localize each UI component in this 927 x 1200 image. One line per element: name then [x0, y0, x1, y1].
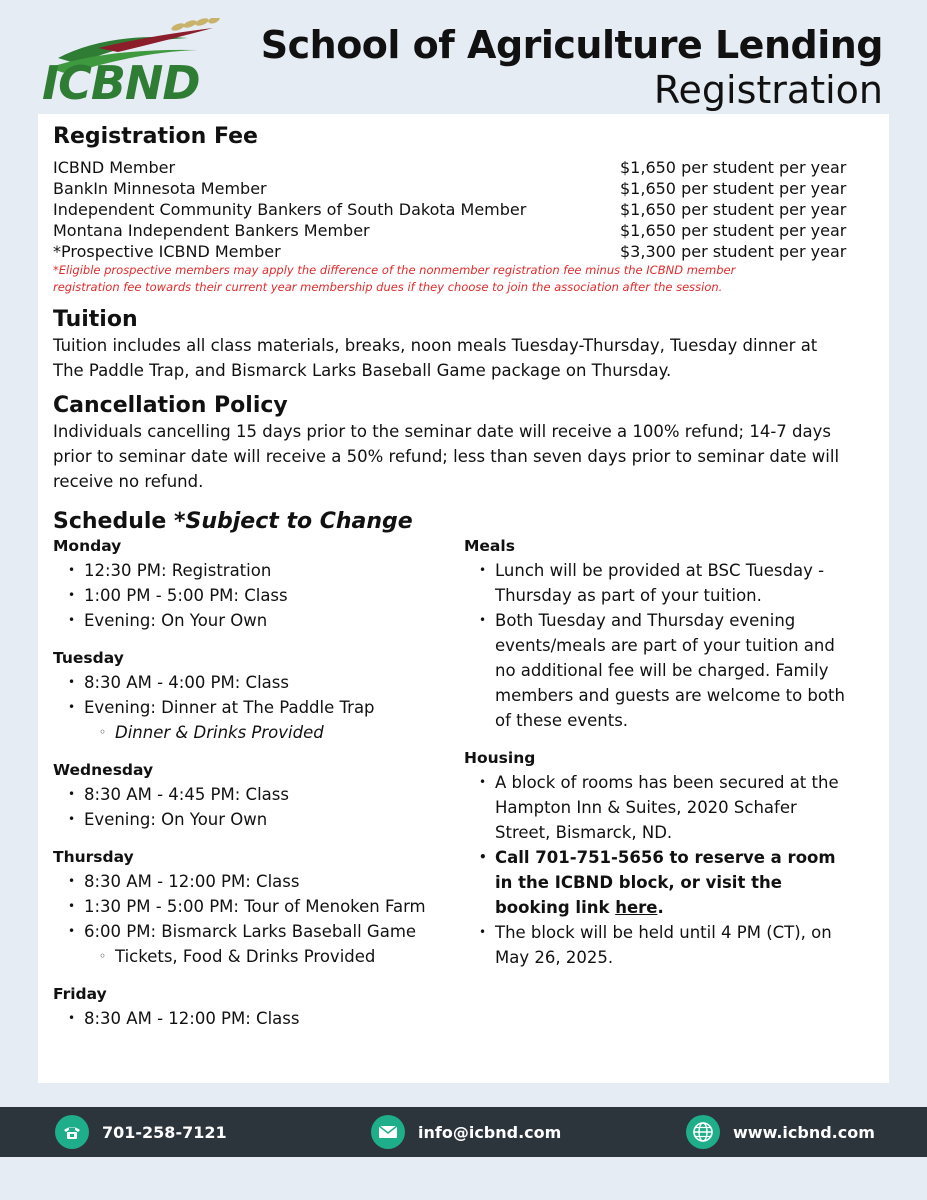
fee-member-type: Montana Independent Bankers Member	[53, 221, 370, 240]
fee-member-type: ICBND Member	[53, 158, 176, 177]
booking-call-text: Call 701-751-5656 to reserve a room in the ICBND block, or visit the booking link	[495, 848, 836, 917]
fee-price: $1,650 per student per year	[620, 179, 847, 198]
list-subitem: ◦ Tickets, Food & Drinks Provided	[53, 944, 426, 969]
list-item: • Evening: On Your Own	[53, 608, 288, 633]
fee-row	[53, 157, 883, 178]
tuesday-list	[53, 670, 375, 745]
page-subtitle: Registration	[653, 68, 883, 112]
note-line: registration fee towards their current year membership dues if they choose to join the association after the session.	[53, 280, 723, 294]
fee-member-type: BankIn Minnesota Member	[53, 179, 267, 198]
list-item: • 6:00 PM: Bismarck Larks Baseball Game	[53, 919, 426, 944]
day-label-monday: Monday	[53, 537, 122, 555]
note-line: *Eligible prospective members may apply the difference of the nonmember registration fee minus the ICBND member	[53, 263, 736, 277]
schedule-heading	[53, 509, 413, 535]
meals-label: Meals	[464, 537, 515, 555]
tuition-heading: Tuition	[53, 307, 138, 332]
footer-bar	[0, 1107, 927, 1157]
wednesday-list	[53, 782, 289, 832]
logo-wordmark: ICBND	[42, 56, 200, 110]
day-label-wednesday: Wednesday	[53, 761, 154, 779]
booking-period: .	[657, 898, 664, 917]
list-item: • Evening: On Your Own	[53, 807, 289, 832]
list-item: • Lunch will be provided at BSC Tuesday - Thursday as part of your tuition.	[464, 558, 854, 608]
page-title: School of Agriculture Lending	[260, 23, 883, 67]
list-item: • 12:30 PM: Registration	[53, 558, 288, 583]
footer-phone-text: 701-258-7121	[102, 1122, 227, 1142]
tuition-text: Tuition includes all class materials, breaks, noon meals Tuesday-Thursday, Tuesday dinner at The Paddle Trap, and Bismarck Larks Baseball Game package on Thursday.	[53, 336, 818, 380]
day-label-friday: Friday	[53, 985, 107, 1003]
fee-price: $1,650 per student per year	[620, 200, 847, 219]
fee-price: $3,300 per student per year	[620, 242, 847, 261]
fee-price: $1,650 per student per year	[620, 158, 847, 177]
globe-icon	[686, 1115, 720, 1149]
footer-phone[interactable]	[55, 1115, 227, 1149]
content-card	[38, 114, 889, 1083]
cancellation-heading: Cancellation Policy	[53, 393, 288, 418]
list-item: • Evening: Dinner at The Paddle Trap	[53, 695, 375, 720]
list-item: • Both Tuesday and Thursday evening events/meals are part of your tuition and no additional fee will be charged. Family members and guests are welcome to both of these events.	[464, 608, 854, 733]
day-label-thursday: Thursday	[53, 848, 134, 866]
list-item: • 8:30 AM - 12:00 PM: Class	[53, 1006, 299, 1031]
list-item	[464, 845, 854, 920]
meals-list	[464, 558, 854, 733]
list-item: • 8:30 AM - 12:00 PM: Class	[53, 869, 426, 894]
list-item: • 8:30 AM - 4:00 PM: Class	[53, 670, 375, 695]
envelope-icon	[371, 1115, 405, 1149]
fee-row	[53, 241, 883, 262]
thursday-list	[53, 869, 426, 969]
housing-label: Housing	[464, 749, 536, 767]
page-header	[261, 22, 883, 112]
list-item: • 1:00 PM - 5:00 PM: Class	[53, 583, 288, 608]
fee-row	[53, 199, 883, 220]
schedule-heading-note: *Subject to Change	[174, 509, 413, 534]
fee-row	[53, 220, 883, 241]
monday-list	[53, 558, 288, 633]
list-item: • 8:30 AM - 4:45 PM: Class	[53, 782, 289, 807]
prospective-member-note	[53, 262, 878, 296]
fee-member-type: Independent Community Bankers of South Dakota Member	[53, 200, 527, 219]
fee-member-type: *Prospective ICBND Member	[53, 242, 281, 261]
list-subitem: ◦ Dinner & Drinks Provided	[53, 720, 375, 745]
schedule-heading-text: Schedule	[53, 509, 174, 534]
footer-website-text: www.icbnd.com	[733, 1122, 875, 1142]
footer-email[interactable]	[371, 1115, 561, 1149]
cancellation-text: Individuals cancelling 15 days prior to the seminar date will receive a 100% refund; 14-7 days prior to seminar date will receive a 50% refund; less than seven days prior to seminar date will receive no refund.	[53, 422, 840, 491]
fee-row	[53, 178, 883, 199]
footer-email-text: info@icbnd.com	[418, 1122, 562, 1142]
list-item: • A block of rooms has been secured at the Hampton Inn & Suites, 2020 Schafer Street, Bismarck, ND.	[464, 770, 854, 845]
housing-list	[464, 770, 854, 970]
phone-icon	[55, 1115, 89, 1149]
footer-website[interactable]	[686, 1115, 875, 1149]
registration-fee-heading: Registration Fee	[53, 124, 258, 149]
list-item: • 1:30 PM - 5:00 PM: Tour of Menoken Farm	[53, 894, 426, 919]
friday-list	[53, 1006, 299, 1031]
booking-link[interactable]: here	[615, 898, 658, 917]
day-label-tuesday: Tuesday	[53, 649, 124, 667]
fee-price: $1,650 per student per year	[620, 221, 847, 240]
list-item: • The block will be held until 4 PM (CT), on May 26, 2025.	[464, 920, 854, 970]
